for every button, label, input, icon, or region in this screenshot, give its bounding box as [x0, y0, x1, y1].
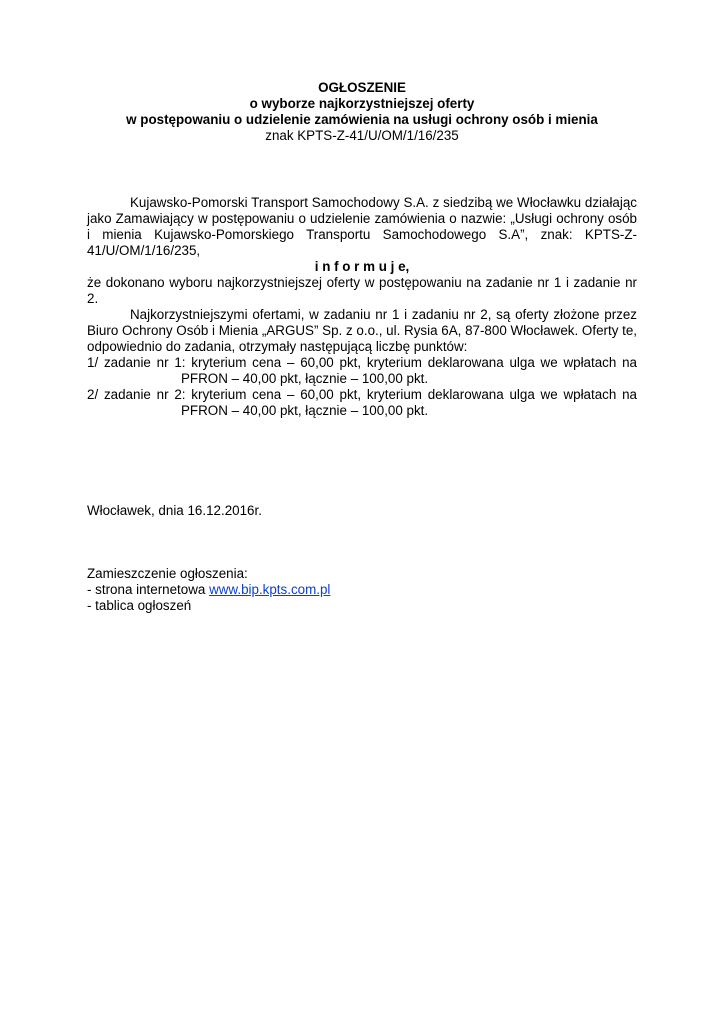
paragraph-1	[87, 195, 637, 259]
document-subtitle: o wyborze najkorzystniejszej oferty	[249, 96, 475, 111]
paragraph-line: jako Zamawiający w postępowaniu o udzielenie zamówienia o nazwie: „Usługi ochrony osób	[87, 211, 637, 226]
document-header	[0, 80, 724, 144]
website-link[interactable]: www.bip.kpts.com.pl	[209, 582, 331, 597]
paragraph-line: Kujawsko-Pomorski Transport Samochodowy S.A. z siedzibą we Włocławku działając	[130, 195, 637, 210]
publication-website	[87, 582, 330, 598]
paragraph-line: odpowiednio do zadania, otrzymały następującą liczbę punktów:	[87, 339, 468, 354]
paragraph-line: 2.	[87, 291, 99, 306]
document-body	[87, 195, 637, 419]
publication-board: - tablica ogłoszeń	[87, 598, 192, 613]
paragraph-line: że dokonano wyboru najkorzystniejszej oferty w postępowaniu na zadanie nr 1 i zadanie nr	[87, 275, 637, 290]
list-item	[87, 387, 637, 419]
paragraph-line: 41/U/OM/1/16/235,	[87, 243, 201, 258]
publication-info	[87, 566, 330, 614]
list-item-line: 2/ zadanie nr 2: kryterium cena – 60,00 pkt, kryterium deklarowana ulga we wpłatach na	[87, 387, 637, 402]
list-item	[87, 355, 637, 387]
paragraph-3	[87, 307, 637, 355]
paragraph-line: Biuro Ochrony Osób i Mienia „ARGUS” Sp. z o.o., ul. Rysia 6A, 87-800 Włocławek. Oferty te,	[87, 323, 637, 338]
place-date: Włocławek, dnia 16.12.2016r.	[87, 503, 262, 518]
document-title: OGŁOSZENIE	[318, 80, 406, 95]
document-subtitle-2: w postępowaniu o udzielenie zamówienia na usługi ochrony osób i mienia	[126, 112, 598, 127]
paragraph-line: Najkorzystniejszymi ofertami, w zadaniu nr 1 i zadaniu nr 2, są oferty złożone przez	[130, 307, 637, 322]
list-item-line: 1/ zadanie nr 1: kryterium cena – 60,00 pkt, kryterium deklarowana ulga we wpłatach na	[87, 355, 637, 370]
list-item-line: PFRON – 40,00 pkt, łącznie – 100,00 pkt.	[181, 371, 429, 386]
publication-label: Zamieszczenie ogłoszenia:	[87, 566, 248, 581]
list-item-line: PFRON – 40,00 pkt, łącznie – 100,00 pkt.	[181, 403, 429, 418]
informuje-heading: i n f o r m u j e,	[314, 259, 410, 274]
reference-number: znak KPTS-Z-41/U/OM/1/16/235	[265, 128, 459, 143]
paragraph-line: i mienia Kujawsko-Pomorskiego Transportu Samochodowego S.A”, znak: KPTS-Z-	[87, 227, 637, 242]
website-prefix: - strona internetowa	[87, 582, 210, 597]
paragraph-2	[87, 275, 637, 307]
